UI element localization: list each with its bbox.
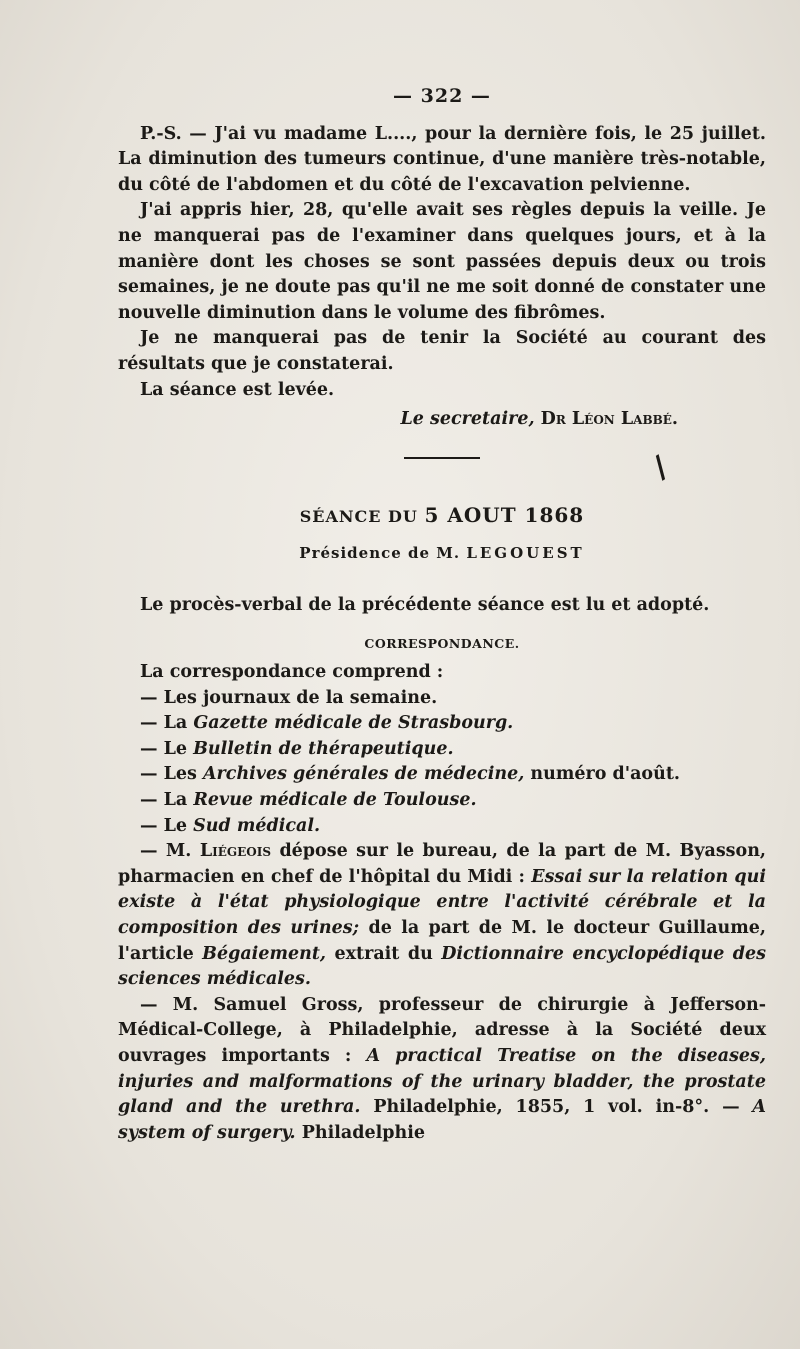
proces-verbal: Le procès-verbal de la précédente séance est lu et adopté. [140,594,710,615]
list-item: — Le Bulletin de thérapeutique. [140,738,454,759]
signature-name: Dr Léon Labbé. [540,409,678,430]
list-item: — La Revue médicale de Toulouse. [140,790,477,811]
presidence-label: Présidence de M. [299,544,461,563]
text-block [118,84,766,1146]
gross-paragraph: — M. Samuel Gross, professeur de chirurgie à Jefferson-Médical-College, à Philadelphie, adresse à la Société deux ouvrages importants : A practical Treatise on the diseases, injuries and malformations of the urinary bladder, the prostate gland and the urethra. Philadelphie, 1855, 1 vol. in-8°. — A system of surgery. Philadelphie [118,994,766,1143]
paragraph-resultats: Je ne manquerai pas de tenir la Société au courant des résultats que je constaterai. [118,328,766,374]
list-item: — La Gazette médicale de Strasbourg. [140,713,514,734]
page-number: — 322 — [393,85,491,107]
section-divider [404,457,480,459]
postscript-paragraph: P.-S. — J'ai vu madame L...., pour la dernière fois, le 25 juillet. La diminution des tumeurs continue, d'une manière très-notable, du côté de l'abdomen et du côté de l'excavation pelvienne. [118,123,766,195]
list-item: — Les Archives générales de médecine, numéro d'août. [140,764,680,785]
seance-heading [118,503,766,530]
presidence-heading [118,541,766,567]
seance-levee: La séance est levée. [140,379,335,400]
correspondance-title: CORRESPONDANCE. [364,635,520,651]
list-item: — Les journaux de la semaine. [140,687,438,708]
pen-flourish-mark: ∕ [646,449,675,486]
seance-date: 5 AOUT 1868 [424,502,585,527]
liegeois-paragraph: — M. Liégeois dépose sur le bureau, de la part de M. Byasson, pharmacien en chef de l'hôpital du Midi : Essai sur la relation qui existe à l'état physiologique entre l'activité cérébrale et la composition des urines; de la part de M. le docteur Guillaume, l'article Bégaiement, extrait du Dictionnaire encyclopédique des sciences médicales. [118,841,767,990]
list-item: — Le Sud médical. [140,815,321,836]
seance-label: SÉANCE DU [299,506,418,526]
president-name: LEGOUEST [466,544,585,563]
signature [118,407,766,433]
signature-role: Le secretaire, [400,409,535,430]
paragraph-regles: J'ai appris hier, 28, qu'elle avait ses règles depuis la veille. Je ne manquerai pas de l'examiner dans quelques jours, et à la manière dont les choses se sont passées depuis deux ou trois semaines, je ne doute pas qu'il ne me soit donné de constater une nouvelle diminution dans le volume des fibrômes. [118,200,766,323]
correspondance-intro: La correspondance comprend : [140,662,444,683]
